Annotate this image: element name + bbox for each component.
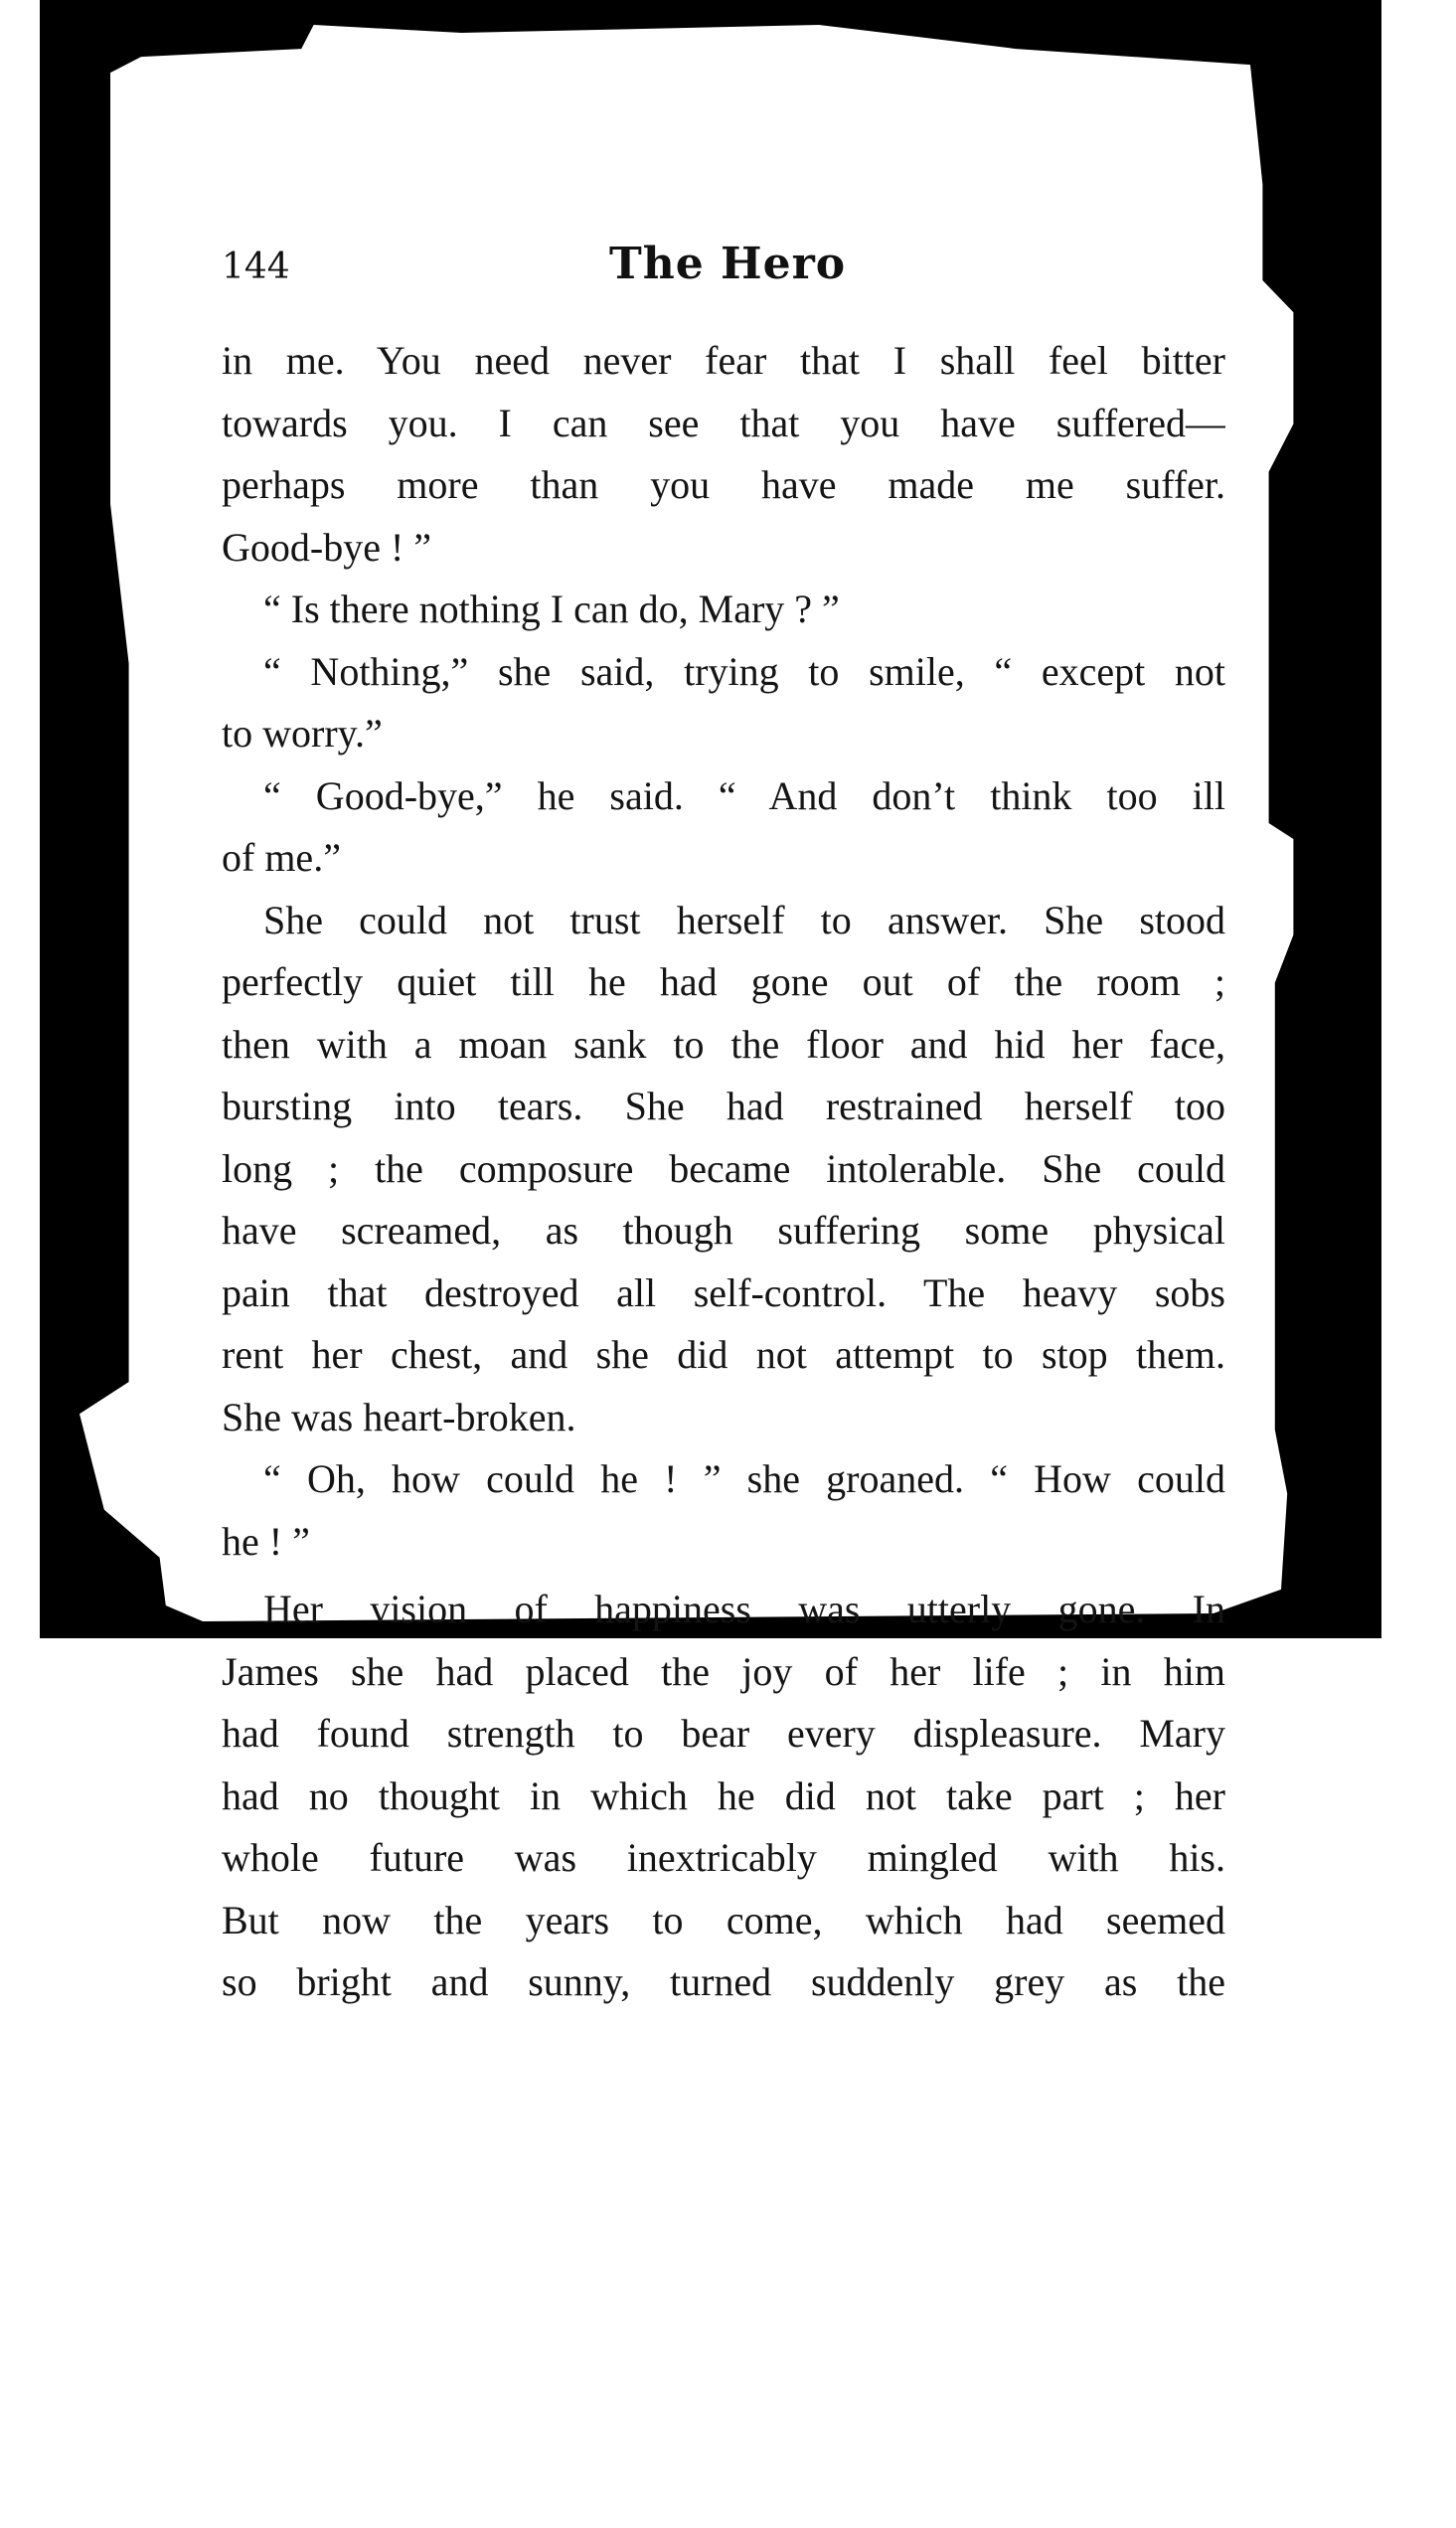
text-line: Her vision of happiness was utterly gone. In bbox=[263, 1587, 1225, 1631]
text-line: “ Oh, how could he ! ” she groaned. “ How could bbox=[263, 1456, 1225, 1501]
running-head bbox=[222, 239, 1225, 298]
text-line: so bright and sunny, turned suddenly grey as the bbox=[222, 1959, 1225, 2004]
text-line: perhaps more than you have made me suffer. bbox=[222, 462, 1225, 507]
text-line: whole future was inextricably mingled with his. bbox=[222, 1835, 1225, 1880]
page-number: 144 bbox=[222, 247, 290, 287]
text-line: bursting into tears. She had restrained herself too bbox=[222, 1084, 1225, 1128]
text-line: perfectly quiet till he had gone out of the room ; bbox=[222, 959, 1225, 1004]
text-line: “ Is there nothing I can do, Mary ? ” bbox=[263, 587, 840, 631]
text-line: in me. You need never fear that I shall feel bitter bbox=[222, 338, 1225, 383]
text-line: rent her chest, and she did not attempt to stop them. bbox=[222, 1332, 1225, 1377]
text-line: had found strength to bear every displeasure. Mary bbox=[222, 1711, 1225, 1756]
text-line: But now the years to come, which had seemed bbox=[222, 1897, 1225, 1942]
text-line: James she had placed the joy of her life ; in him bbox=[222, 1648, 1225, 1694]
text-line: then with a moan sank to the floor and hid her face, bbox=[222, 1021, 1225, 1067]
text-line: Good-bye ! ” bbox=[222, 524, 432, 570]
running-title: The Hero bbox=[609, 239, 847, 289]
text-line: pain that destroyed all self-control. The heavy sobs bbox=[222, 1269, 1225, 1315]
text-line: of me.” bbox=[222, 835, 341, 880]
text-line: towards you. I can see that you have suffered— bbox=[222, 400, 1225, 445]
text-line: to worry.” bbox=[222, 711, 383, 756]
text-line: he ! ” bbox=[222, 1518, 310, 1564]
text-line: She could not trust herself to answer. She stood bbox=[263, 897, 1225, 942]
text-line: She was heart-broken. bbox=[222, 1394, 576, 1439]
body-text bbox=[222, 330, 1225, 2014]
text-line: had no thought in which he did not take part ; her bbox=[222, 1772, 1225, 1818]
text-line: “ Nothing,” she said, trying to smile, “ except not bbox=[263, 648, 1225, 694]
text-line: have screamed, as though suffering some physical bbox=[222, 1208, 1225, 1253]
text-line: long ; the composure became intolerable. She could bbox=[222, 1145, 1225, 1191]
text-line: “ Good-bye,” he said. “ And don’t think too ill bbox=[263, 772, 1225, 818]
